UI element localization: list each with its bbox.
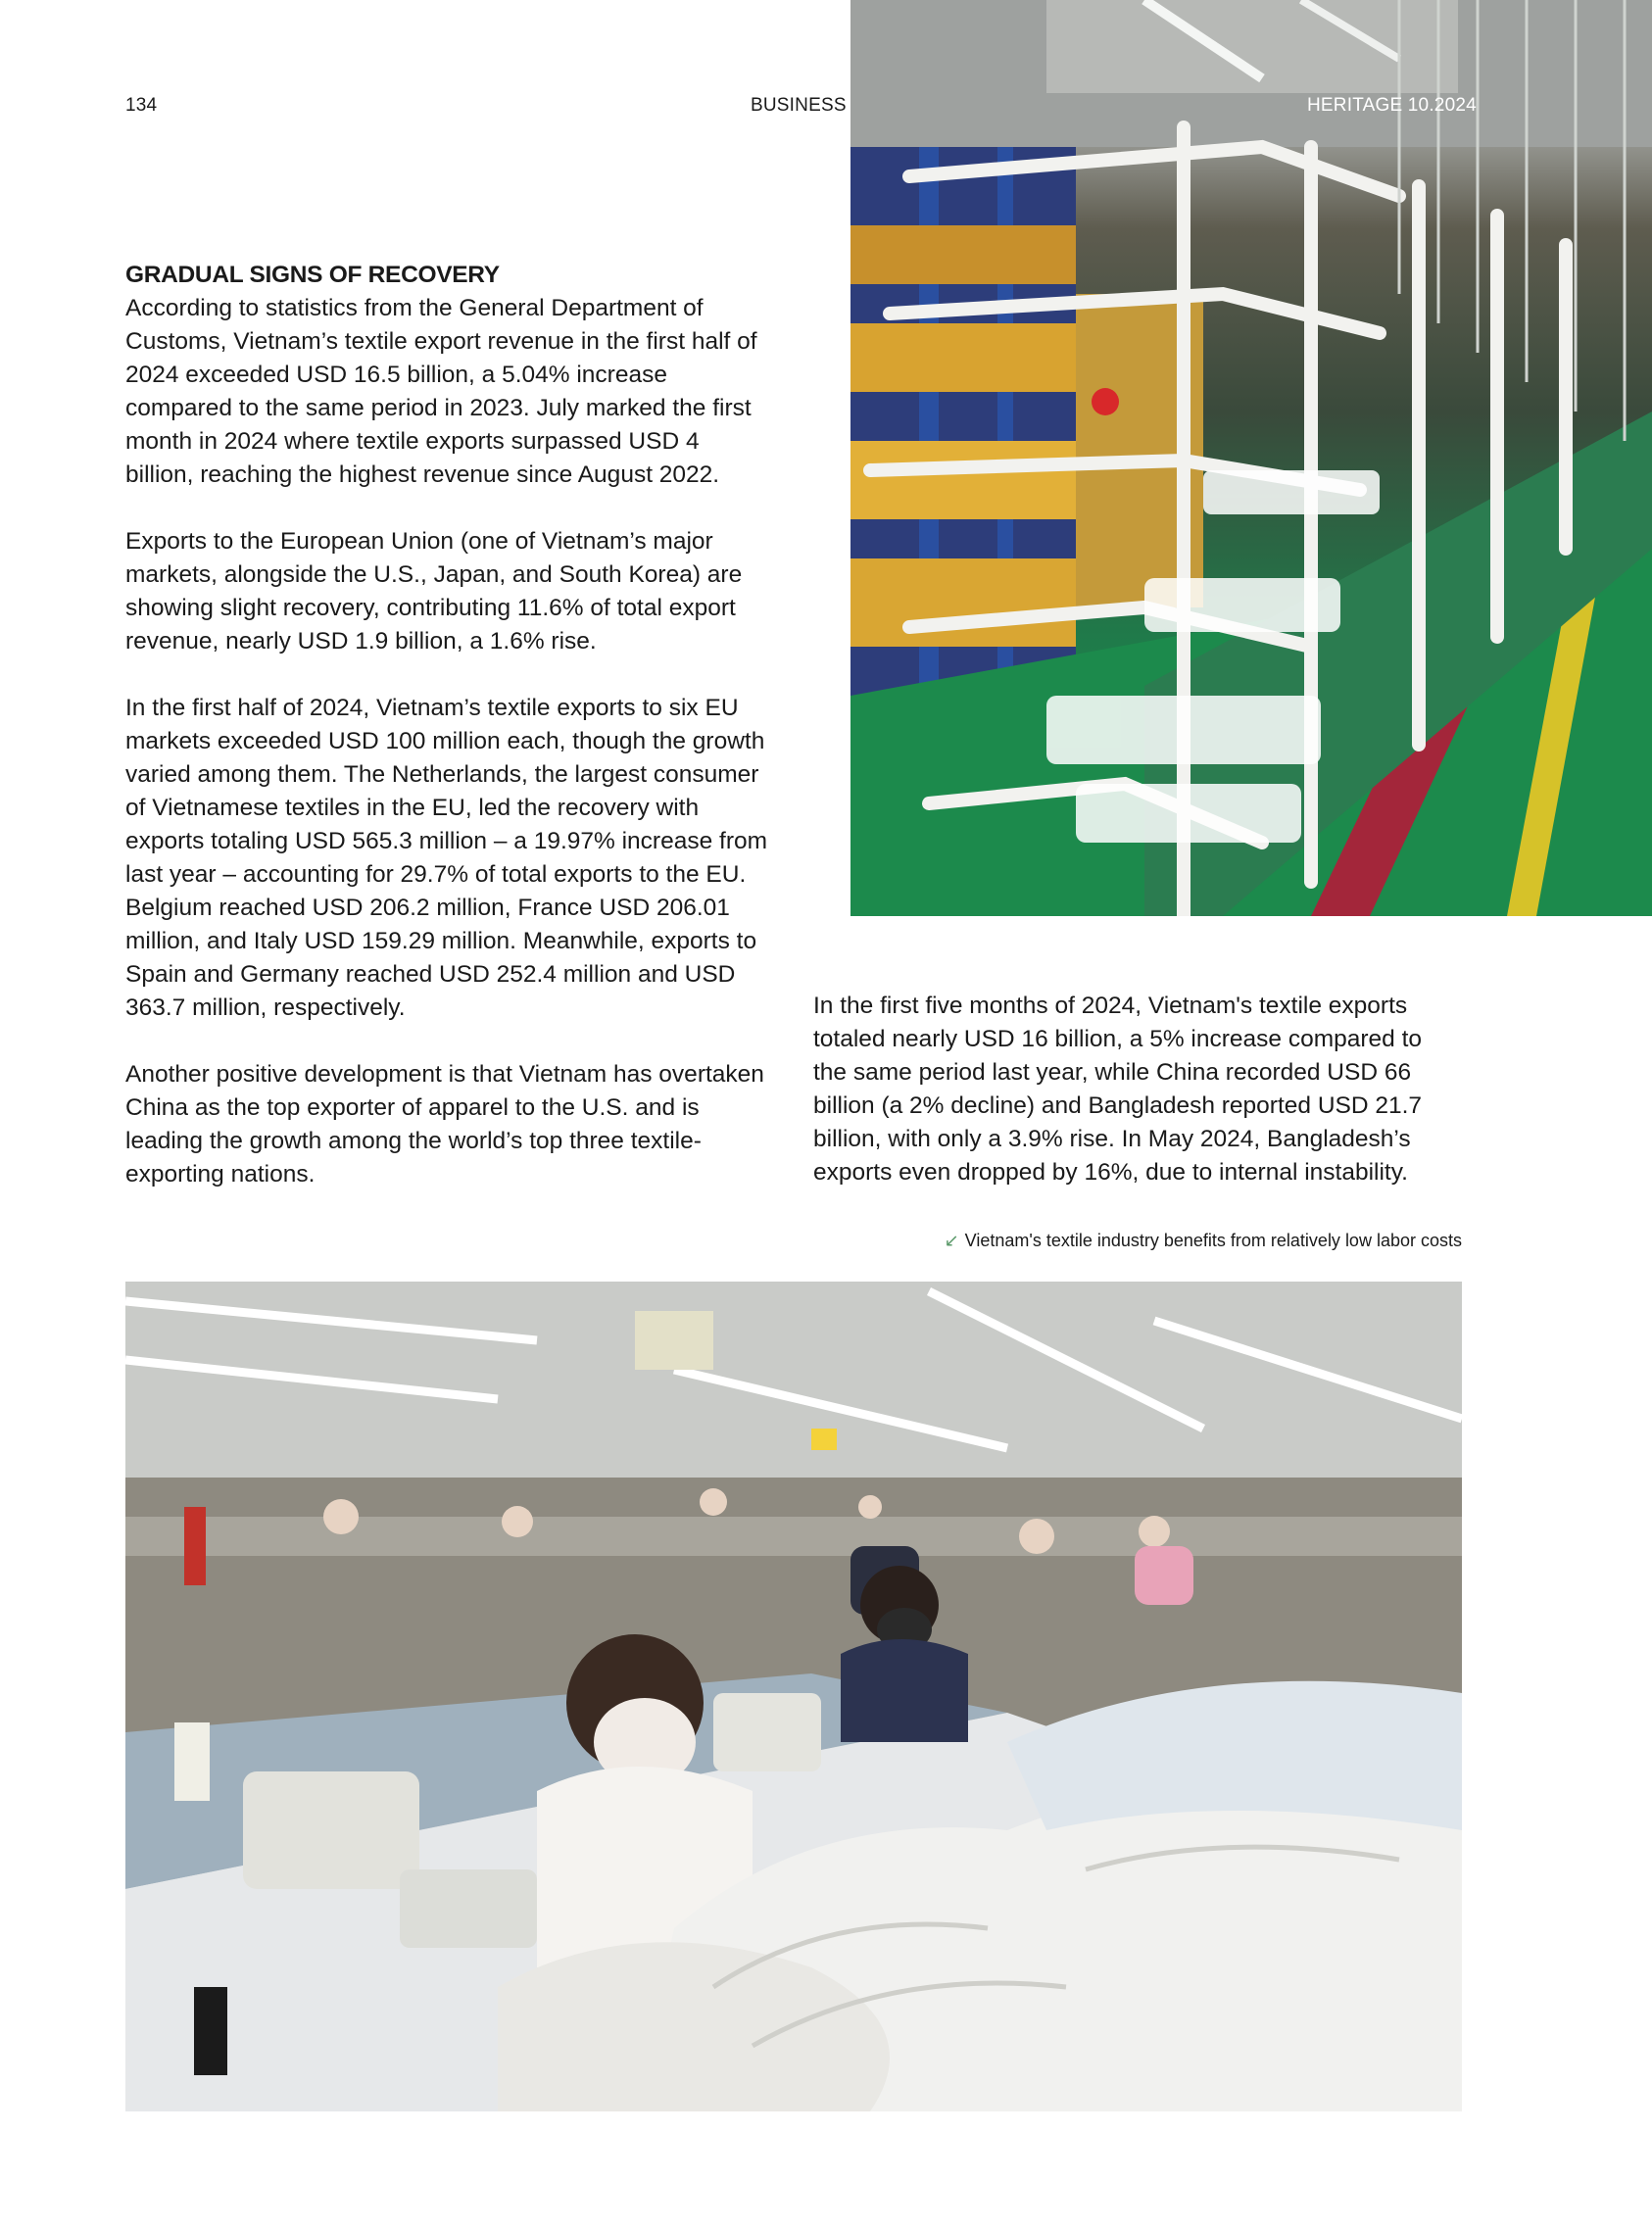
textile-machinery-photo [850, 0, 1652, 916]
section-label: BUSINESS [751, 95, 847, 116]
article-left-column [125, 259, 772, 1225]
magazine-issue: HERITAGE 10.2024 [1307, 95, 1477, 116]
page-number: 134 [125, 95, 158, 116]
paragraph: Another positive development is that Vietnam has overtaken China as the top exporter of apparel to the U.S. and is leading the growth among the world’s top three textile-exporting nations. [125, 1061, 764, 1188]
arrow-down-left-icon: ↙ [944, 1231, 959, 1250]
photo-caption [945, 1231, 1462, 1251]
paragraph: In the first half of 2024, Vietnam’s textile exports to six EU markets exceeded USD 100 million each, though the growth varied among them. The Netherlands, the largest consumer of Vietnamese textiles in the EU, led the recovery with exports totaling USD 565.3 million – a 19.97% increase from last year – accounting for 29.7% of total exports to the EU. Belgium reached USD 206.2 million, France USD 206.01 million, and Italy USD 159.29 million. Meanwhile, exports to Spain and Germany reached USD 252.4 million and USD 363.7 million, respectively. [125, 695, 768, 1021]
section-heading: GRADUAL SIGNS OF RECOVERY [125, 262, 500, 288]
paragraph: In the first five months of 2024, Vietnam's textile exports totaled nearly USD 16 billion, a 5% increase compared to the same period last year, while China recorded USD 66 billion (a 2% decline) and Bangladesh reported USD 21.7 billion, with only a 3.9% rise. In May 2024, Bangladesh’s exports even dropped by 16%, due to internal instability. [813, 993, 1423, 1186]
sewing-factory-photo [125, 1282, 1462, 2111]
paragraph: Exports to the European Union (one of Vietnam’s major markets, alongside the U.S., Japan, and South Korea) are showing slight recovery, contributing 11.6% of total export revenue, nearly USD 1.9 billion, a 1.6% rise. [125, 528, 743, 654]
paragraph: According to statistics from the General Department of Customs, Vietnam’s textile export revenue in the first half of 2024 exceeded USD 16.5 billion, a 5.04% increase compared to the same period in 2023. July marked the first month in 2024 where textile exports surpassed USD 4 billion, reaching the highest revenue since August 2022. [125, 295, 757, 488]
caption-text: Vietnam's textile industry benefits from relatively low labor costs [964, 1231, 1462, 1250]
article-right-column [813, 990, 1460, 1223]
